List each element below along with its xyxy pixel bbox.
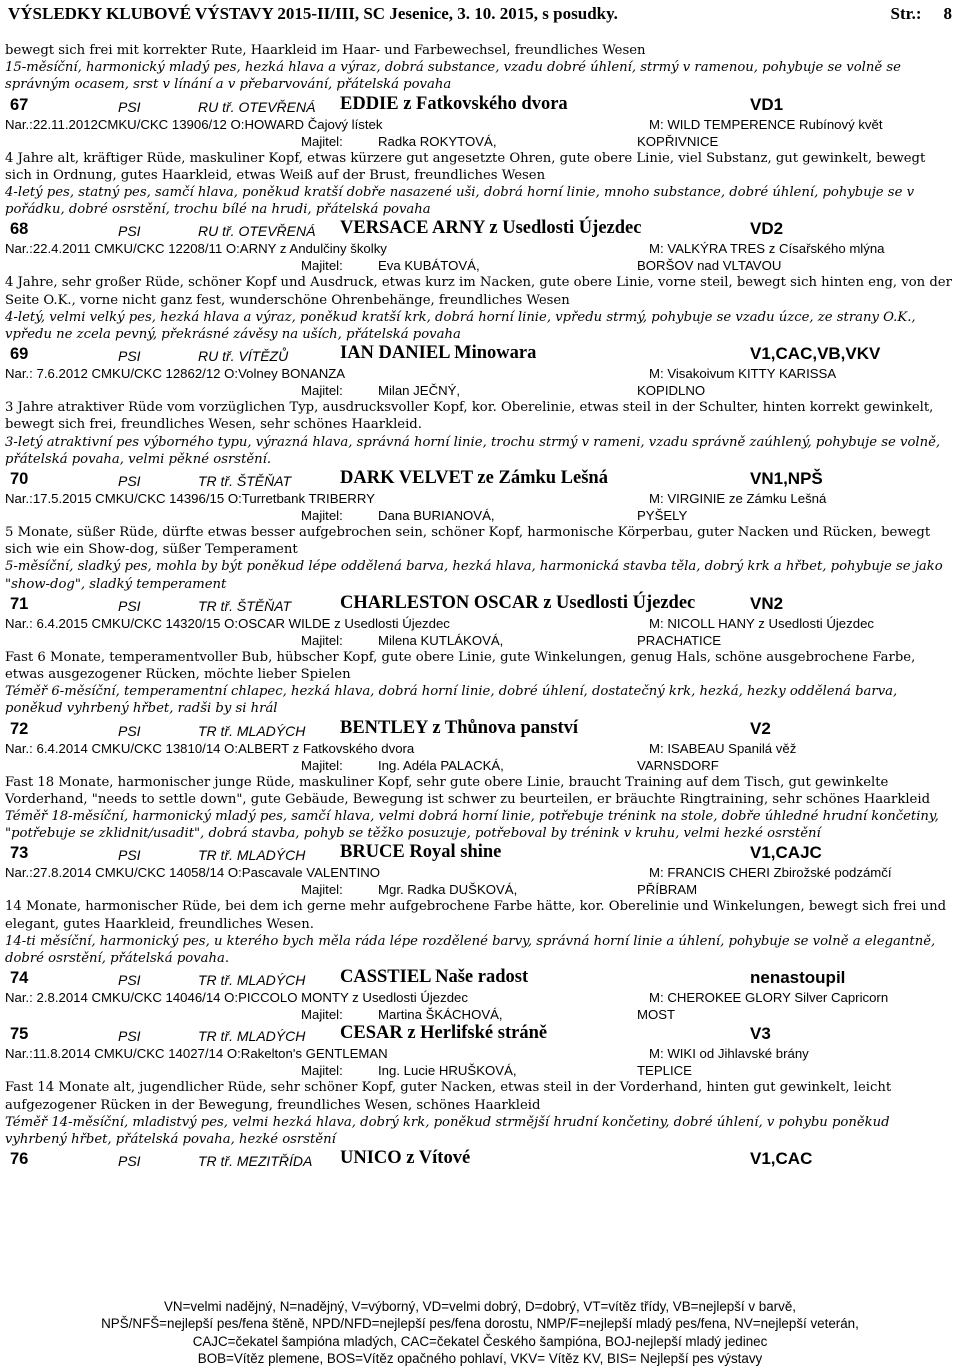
grade: VD2 [750,219,784,239]
birth-registration-father: Nar.:17.5.2015 CMKU/CKC 14396/15 O:Turretbank TRIBERRY [5,491,375,507]
catalog-number: 69 [10,345,29,364]
dog-entry [5,1148,953,1170]
catalog-number: 71 [10,594,29,613]
page-label: Str.: [890,4,922,23]
sex-label: PSI [118,98,141,115]
birth-line [5,116,953,133]
mother: M: NICOLL HANY z Usedlosti Újezdec [649,615,874,631]
sex-label: PSI [118,972,141,989]
class-label: RU tř. OTEVŘENÁ [198,98,316,115]
critique-czech: 3-letý atraktivní pes výborného typu, výrazná hlava, správná horní linie, trochu strmý v rameni, vzadu správně zaúhlený, pohybuje se volně, přátelská povaha, velmi pěkné osrstění. [5,434,941,467]
critique-czech: 4-letý pes, statný pes, samčí hlava, poněkud kratší dobře nasazené uši, dobrá horní linie, mnoho substance, dobré úhlení, pohybuje se v pořádku, dobré osrstění, trochu bílé na hrudi, přátelská povaha [5,185,915,218]
grade: VN1,NPŠ [750,469,823,489]
owner-line [5,881,953,898]
mother: M: VALKÝRA TRES z Císařského mlýna [649,241,885,257]
critique-czech: Téměř 14-měsíční, mladistvý pes, velmi hezká hlava, dobrý krk, poněkud strmější hrudní končetiny, dobré úhlení, v pohybu poněkud vyhrbený hřbet, přátelská povaha, hezké osrstění [5,1114,890,1147]
owner-line [5,257,953,274]
entry-headline [5,1148,953,1170]
owner-name: Milan JEČNÝ, [378,383,461,399]
catalog-number: 76 [10,1150,29,1169]
owner-label: Majitel: [301,757,343,773]
entry-headline [5,218,953,240]
mother: M: ISABEAU Spanilá věž [649,740,797,756]
critique-german: 3 Jahre atraktiver Rüde vom vorzüglichen Typ, ausdrucksvoller Kopf, kor. Oberelinie, etwas steil in der Schulter, hinten korrekt gewinkelt, bewegt sich frei, freundliches Wesen, sehr schönes Haarkleid. [5,400,934,433]
legend-line: BOB=Vítěz plemene, BOS=Vítěz opačného pohlaví, VKV= Vítěz KV, BIS= Nejlepší pes výstavy [197,1350,763,1366]
owner-name: Radka ROKYTOVÁ, [378,133,497,149]
sex-label: PSI [118,722,141,739]
sex-label: PSI [118,473,141,490]
grade: VN2 [750,593,784,613]
critique-german: 14 Monate, harmonischer Rüde, bei dem ich gerne mehr aufgebrochene Farbe hätte, kor. Oberelinie und Winkelungen, bewegt sich frei und elegant, gutes Haarkleid, freundliches Wesen. [5,899,947,932]
dog-entry [5,94,953,219]
owner-town: KOPIDLNO [637,383,706,399]
birth-line [5,740,953,757]
legend [0,1298,960,1367]
birth-registration-father: Nar.:22.11.2012CMKU/CKC 13906/12 O:HOWARD Čajový lístek [5,116,383,132]
catalog-number: 68 [10,220,29,239]
mother: M: WILD TEMPERENCE Rubínový květ [649,116,883,132]
owner-name: Mgr. Radka DUŠKOVÁ, [378,882,518,898]
dog-name: CESAR z Herlifské stráně [340,1023,548,1044]
dog-entry [5,842,953,967]
catalog-number: 70 [10,470,29,489]
owner-line [5,757,953,774]
entry-headline [5,94,953,116]
birth-line [5,864,953,881]
critique-czech: 15-měsíční, harmonický mladý pes, hezká hlava a výraz, dobrá substance, vzadu dobré úhlení, strmý v ramenou, pohybuje se volně se správným ocasem, srst v línání a v přebarvování, přátelská povaha [5,60,901,93]
grade: VD1 [750,94,784,114]
sex-label: PSI [118,1153,141,1170]
owner-town: PYŠELY [637,508,688,524]
birth-registration-father: Nar.:27.8.2014 CMKU/CKC 14058/14 O:Pascavale VALENTINO [5,865,381,881]
owner-line [5,1006,953,1023]
owner-town: MOST [637,1007,676,1023]
mother: M: CHEROKEE GLORY Silver Capricorn [649,990,889,1006]
results-page [5,42,953,1170]
birth-registration-father: Nar.:22.4.2011 CMKU/CKC 12208/11 O:ARNY z Andulčiny školky [5,241,387,257]
owner-name: Eva KUBÁTOVÁ, [378,258,480,274]
dog-entry [5,468,953,593]
grade: V3 [750,1024,771,1044]
page-number: 8 [943,4,952,23]
owner-label: Majitel: [301,383,343,399]
grade: V1,CAJC [750,843,822,863]
dog-name: VERSACE ARNY z Usedlosti Újezdec [340,218,642,239]
catalog-number: 67 [10,95,29,114]
sex-label: PSI [118,223,141,240]
owner-label: Majitel: [301,632,343,648]
critique-german: 4 Jahre, sehr großer Rüde, schöner Kopf und Ausdruck, etwas kurz im Nacken, gute obere Linie, vorne steil, bewegt sich hinten eng, von der Seite O.K., vorne nicht ganz fest, wunderschöne Ohrenbehänge, freundliches Wesen [5,275,952,308]
class-label: RU tř. VÍTĚZŮ [198,348,289,365]
legend-line: NPŠ/NFŠ=nejlepší pes/fena štěně, NPD/NFD=nejlepší pes/fena dorostu, NMP/F=nejlepší mladý pes/fena, NV=nejlepší veterán, [101,1316,859,1332]
critique-czech: Téměř 6-měsíční, temperamentní chlapec, hezká hlava, dobrá horní linie, dobré úhlení, dostatečný krk, hezká, hezky oddělená barva, poněkud vyhrbený hřbet, radši by si hrál [5,684,898,717]
owner-label: Majitel: [301,1007,343,1023]
entry-list [5,94,953,1171]
dog-entry [5,343,953,468]
owner-label: Majitel: [301,133,343,149]
entry-headline [5,468,953,490]
class-label: TR tř. MLADÝCH [198,722,306,739]
page-title: VÝSLEDKY KLUBOVÉ VÝSTAVY 2015-II/III, SC Jesenice, 3. 10. 2015, s posudky. [8,4,618,23]
owner-label: Majitel: [301,1063,343,1079]
catalog-number: 73 [10,844,29,863]
sex-label: PSI [118,348,141,365]
owner-name: Dana BURIANOVÁ, [378,508,495,524]
mother: M: Visakoivum KITTY KARISSA [649,366,837,382]
dog-name: DARK VELVET ze Zámku Lešná [340,468,608,489]
critique-czech: 14-ti měsíční, harmonický pes, u kterého bych měla ráda lépe rozdělené barvy, správná horní linie a úhlení, pohybuje se volně a elegantně, dobré osrstění, přátelská povaha. [5,933,936,967]
dog-name: BRUCE Royal shine [340,842,502,863]
owner-name: Milena KUTLÁKOVÁ, [378,632,504,648]
entry-headline [5,343,953,365]
critique-german: Fast 6 Monate, temperamentvoller Bub, hübscher Kopf, gute obere Linie, gute Winkelungen, genug Hals, schöne ausgebrochene Farbe, etwas ausgezogener Rücken, möchte lieber Spielen [5,649,916,683]
birth-line [5,490,953,507]
owner-town: PRACHATICE [637,632,722,648]
mother: M: VIRGINIE ze Zámku Lešná [649,491,827,507]
birth-line [5,615,953,632]
birth-line [5,989,953,1006]
entry-headline [5,842,953,864]
owner-name: Martina ŠKÁCHOVÁ, [378,1007,503,1023]
owner-label: Majitel: [301,882,343,898]
owner-line [5,382,953,399]
dog-entry [5,1023,953,1148]
grade: V2 [750,718,771,738]
grade: nenastoupil [750,968,846,988]
page-header [8,4,952,28]
owner-line [5,133,953,150]
owner-town: PŘÍBRAM [637,882,698,898]
entry-headline [5,967,953,989]
class-label: TR tř. ŠTĚŇAT [198,473,292,490]
critique-german: 5 Monate, süßer Rüde, dürfte etwas besser aufgebrochen sein, schöner Kopf, harmonische Körperbau, guter Nacken und Rücken, bewegt sich wie ein Show-dog, süßer Temperament [5,525,931,558]
catalog-number: 75 [10,1025,29,1044]
birth-registration-father: Nar.: 7.6.2012 CMKU/CKC 12862/12 O:Volney BONANZA [5,366,346,382]
birth-registration-father: Nar.: 6.4.2015 CMKU/CKC 14320/15 O:OSCAR WILDE z Usedlosti Újezdec [5,615,450,631]
dog-name: EDDIE z Fatkovského dvora [340,93,568,114]
owner-line [5,507,953,524]
entry-headline [5,593,953,615]
owner-label: Majitel: [301,508,343,524]
class-label: TR tř. MLADÝCH [198,972,306,989]
owner-name: Ing. Lucie HRUŠKOVÁ, [378,1063,517,1079]
grade: V1,CAC [750,1149,813,1169]
owner-town: VARNSDORF [637,757,719,773]
dog-name: IAN DANIEL Minowara [340,343,537,364]
owner-town: KOPŘIVNICE [637,133,719,149]
critique-german: Fast 18 Monate, harmonischer junge Rüde, maskuliner Kopf, sehr gute obere Linie, braucht Training auf dem Tisch, gut gewinkelte Vorderhand, "needs to settle down", gute Gebäude, Bewegung ist schwer zu beurteilen, er bräuchte Ringtraining, sehr schönes Haarkleid [5,774,931,807]
owner-town: TEPLICE [637,1063,692,1079]
birth-line [5,240,953,257]
critique-german: Fast 14 Monate alt, jugendlicher Rüde, sehr schöner Kopf, guter Nacken, etwas steil in der Vorderhand, hinten gut gewinkelt, leicht aufgezogener Rücken in der Bewegung, freundliches Wesen, schönes Haarkleid [5,1080,892,1113]
catalog-number: 74 [10,969,29,988]
critique-czech: 4-letý, velmi velký pes, hezká hlava a výraz, poněkud kratší krk, dobrá horní linie, vpředu strmý, pohybuje se vzadu úzce, ze strany O.K., vpředu ne zcela pevný, překrásné závěsy na uších, přátelská povaha [5,309,916,343]
entry-headline [5,1023,953,1045]
mother: M: FRANCIS CHERI Zbirožské podzámčí [649,865,892,881]
dog-entry [5,967,953,1023]
dog-entry [5,218,953,343]
class-label: TR tř. ŠTĚŇAT [198,597,292,614]
owner-line [5,1062,953,1079]
catalog-number: 72 [10,719,29,738]
birth-registration-father: Nar.: 2.8.2014 CMKU/CKC 14046/14 O:PICCOLO MONTY z Usedlosti Újezdec [5,990,468,1006]
sex-label: PSI [118,597,141,614]
owner-town: BORŠOV nad VLTAVOU [637,258,782,274]
dog-name: CASSTIEL Naše radost [340,967,529,988]
dog-name: BENTLEY z Thůnova panství [340,717,579,738]
class-label: TR tř. MLADÝCH [198,847,306,864]
critique-czech: 5-měsíční, sladký pes, mohla by být poněkud lépe oddělená barva, hezká hlava, harmonická stavba těla, dobrý krk a hřbet, pohybuje se jako "show-dog", sladký temperament [5,559,943,592]
entry-headline [5,718,953,740]
grade: V1,CAC,VB,VKV [750,344,881,364]
critique-german: 4 Jahre alt, kräftiger Rüde, maskuliner Kopf, etwas kürzere gut angesetzte Ohren, gute obere Linie, viel Substanz, gut gewinkelt, bewegt sich in Ordnung, gutes Haarkleid, etwas Weiß auf der Brust, freundliches Wesen [5,150,926,183]
legend-line: CAJC=čekatel šampióna mladých, CAC=čekatel Českého šampióna, BOJ-nejlepší mladý jedinec [192,1333,768,1349]
dog-name: UNICO z Vítové [340,1148,471,1169]
dog-entry [5,718,953,843]
birth-registration-father: Nar.:11.8.2014 CMKU/CKC 14027/14 O:Rakelton's GENTLEMAN [5,1046,388,1062]
mother: M: WIKI od Jihlavské brány [649,1046,809,1062]
critique-czech: Téměř 18-měsíční, harmonický mladý pes, samčí hlava, velmi dobrá horní linie, potřebuje trénink na stole, dobře úhledné hrudní končetiny, "potřebuje se zklidnit/usadit", dobrá stavba, pohyb se těžko posuzuje, potřeboval by trénink v kruhu, velmi hezké osrstění [5,809,939,842]
legend-line: VN=velmi nadějný, N=nadějný, V=výborný, VD=velmi dobrý, D=dobrý, VT=vítěz třídy, VB=nejlepší v barvě, [163,1299,796,1314]
owner-name: Ing. Adéla PALACKÁ, [378,757,504,773]
sex-label: PSI [118,1028,141,1045]
class-label: TR tř. MEZITŘÍDA [198,1153,313,1170]
birth-line [5,365,953,382]
owner-line [5,632,953,649]
class-label: TR tř. MLADÝCH [198,1028,306,1045]
sex-label: PSI [118,847,141,864]
dog-name: CHARLESTON OSCAR z Usedlosti Újezdec [340,592,696,613]
critique-german: bewegt sich frei mit korrekter Rute, Haarkleid im Haar- und Farbewechsel, freundliches Wesen [5,43,646,58]
dog-entry [5,593,953,718]
page-number-block [890,4,952,24]
birth-line [5,1045,953,1062]
owner-label: Majitel: [301,258,343,274]
class-label: RU tř. OTEVŘENÁ [198,223,316,240]
birth-registration-father: Nar.: 6.4.2014 CMKU/CKC 13810/14 O:ALBERT z Fatkovského dvora [5,740,415,756]
